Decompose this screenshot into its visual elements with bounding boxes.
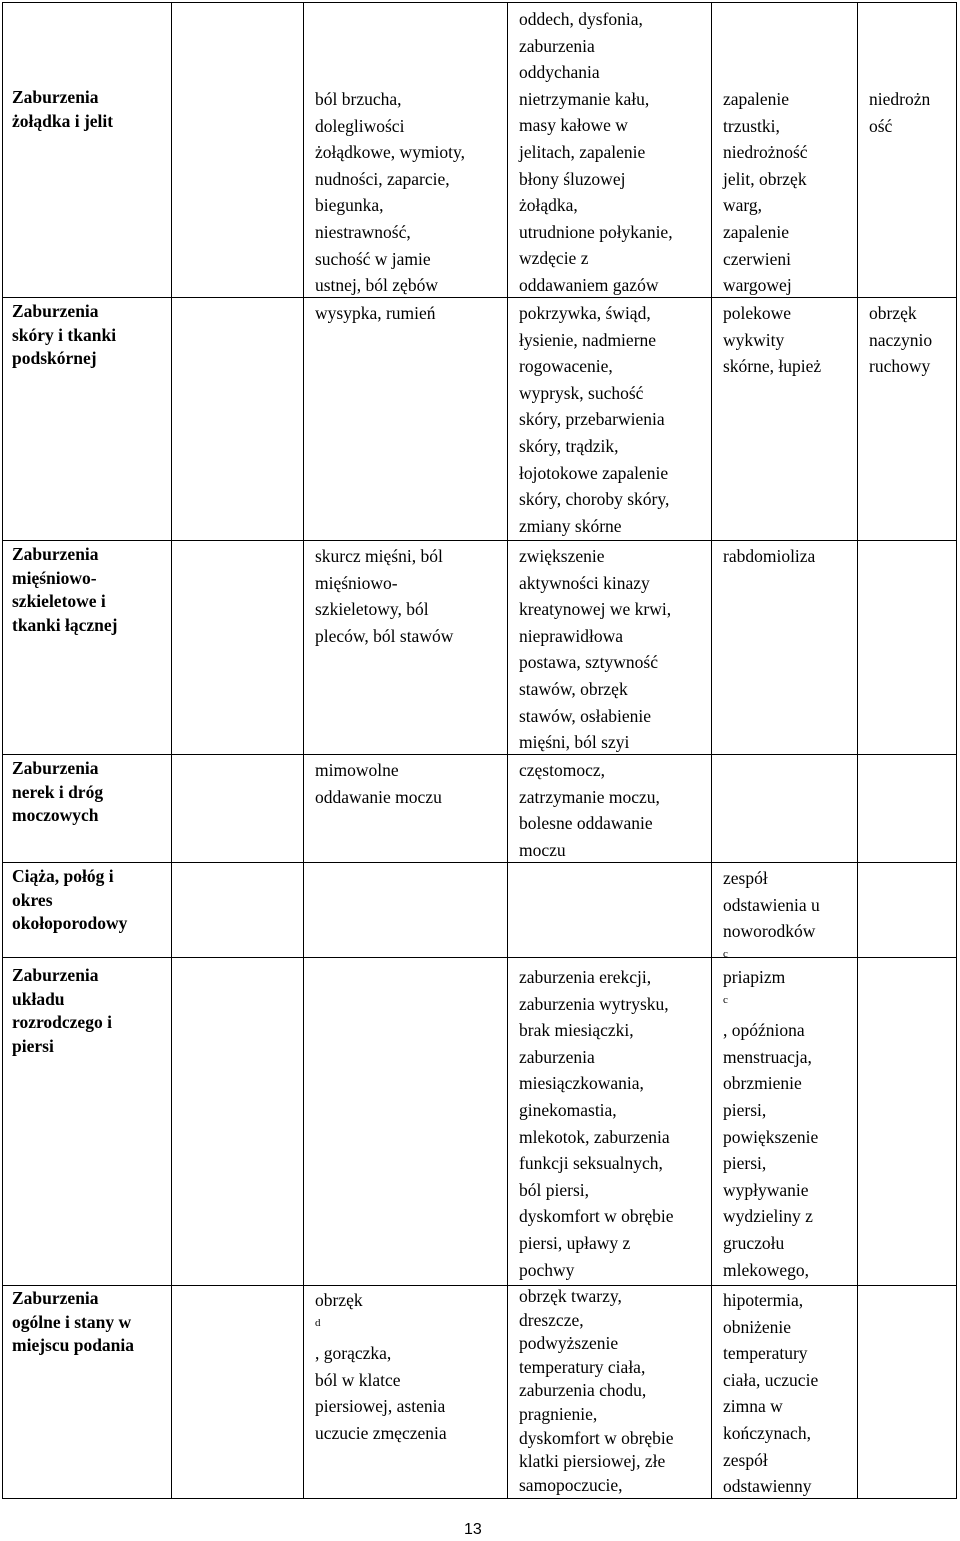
organ-class-label: Zaburzenia nerek i dróg moczowych xyxy=(12,758,104,825)
frequency-cell: zwiększenie aktywności kinazy kreatynowej we krwi, nieprawidłowa postawa, sztywność stawów, obrzęk stawów, osłabienie mięśni, ból szyi xyxy=(519,546,672,753)
frequency-cell: polekowe wykwity skórne, łupież xyxy=(723,303,822,377)
table-row-divider xyxy=(2,297,957,298)
table-row-divider xyxy=(2,862,957,863)
frequency-cell: skurcz mięśni, ból mięśniowo- szkieletowy, ból pleców, ból stawów xyxy=(315,546,454,646)
table-border-top xyxy=(2,2,957,3)
frequency-cell: obrzęk twarzy, dreszcze, podwyższenie temperatury ciała, zaburzenia chodu, pragnienie, dyskomfort w obrębie klatki piersiowej, złe samopoczucie, xyxy=(519,1286,674,1495)
table-column-divider xyxy=(303,2,304,1499)
frequency-cell: rabdomioliza xyxy=(723,546,816,566)
table-border-left xyxy=(2,2,3,1499)
table-row-divider xyxy=(2,540,957,541)
organ-class-label: Ciąża, połóg i okres okołoporodowy xyxy=(12,866,128,933)
table-column-divider xyxy=(507,2,508,1499)
table-column-divider xyxy=(711,2,712,1499)
footnote-c: c xyxy=(723,947,728,960)
frequency-cell: zespół odstawienia u noworodków $^c$ xyxy=(723,868,820,960)
organ-class-label: Zaburzenia skóry i tkanki podskórnej xyxy=(12,301,117,368)
frequency-cell: ból brzucha, dolegliwości żołądkowe, wymioty, nudności, zaparcie, biegunka, niestrawność, suchość w jamie ustnej, ból zębów xyxy=(315,89,466,296)
table-border-right xyxy=(956,2,957,1499)
frequency-cell: pokrzywka, świąd, łysienie, nadmierne rogowacenie, wyprysk, suchość skóry, przebarwienia skóry, trądzik, łojotokowe zapalenie skóry, choroby skóry, zmiany skórne xyxy=(519,303,670,536)
table-column-divider xyxy=(171,2,172,1499)
organ-class-label: Zaburzenia mięśniowo- szkieletowe i tkanki łącznej xyxy=(12,544,118,635)
frequency-cell: priapizm $^c$ , opóźniona menstruacja, obrzmienie piersi, powiększenie piersi, wypływanie wydzieliny z gruczołu mlekowego, xyxy=(723,967,819,1280)
table-column-divider xyxy=(857,2,858,1499)
frequency-cell: zaburzenia erekcji, zaburzenia wytrysku, brak miesiączki, zaburzenia miesiączkowania, ginekomastia, mlekotok, zaburzenia funkcji seksualnych, ból piersi, dyskomfort w obrębie piersi, upławy z pochwy xyxy=(519,967,674,1280)
table-row-divider xyxy=(2,1285,957,1286)
footnote-d: d xyxy=(315,1316,321,1329)
frequency-cell: niedrożn ość xyxy=(869,89,931,136)
frequency-cell: częstomocz, zatrzymanie moczu, bolesne oddawanie moczu xyxy=(519,760,660,860)
organ-class-label: Zaburzenia układu rozrodczego i piersi xyxy=(12,965,112,1056)
frequency-cell: obrzęk naczynio ruchowy xyxy=(869,303,933,377)
table-row-divider xyxy=(2,754,957,755)
organ-class-label: Zaburzenia żołądka i jelit xyxy=(12,87,114,131)
frequency-cell: obrzęk $^d$ , gorączka, ból w klatce piersiowej, astenia uczucie zmęczenia xyxy=(315,1290,447,1443)
frequency-cell: hipotermia, obniżenie temperatury ciała, uczucie zimna w kończynach, zespół odstawienny xyxy=(723,1290,819,1497)
footnote-c: c xyxy=(723,993,728,1006)
frequency-cell: oddech, dysfonia, zaburzenia oddychania nietrzymanie kału, masy kałowe w jelitach, zapalenie błony śluzowej żołądka, utrudnione połykanie, wzdęcie z oddawaniem gazów xyxy=(519,9,673,295)
page-number: 13 xyxy=(464,1521,482,1538)
organ-class-label: Zaburzenia ogólne i stany w miejscu podania xyxy=(12,1288,135,1355)
frequency-cell: mimowolne oddawanie moczu xyxy=(315,760,442,807)
frequency-cell: wysypka, rumień xyxy=(315,303,436,323)
frequency-cell: zapalenie trzustki, niedrożność jelit, obrzęk warg, zapalenie czerwieni wargowej xyxy=(723,89,808,296)
